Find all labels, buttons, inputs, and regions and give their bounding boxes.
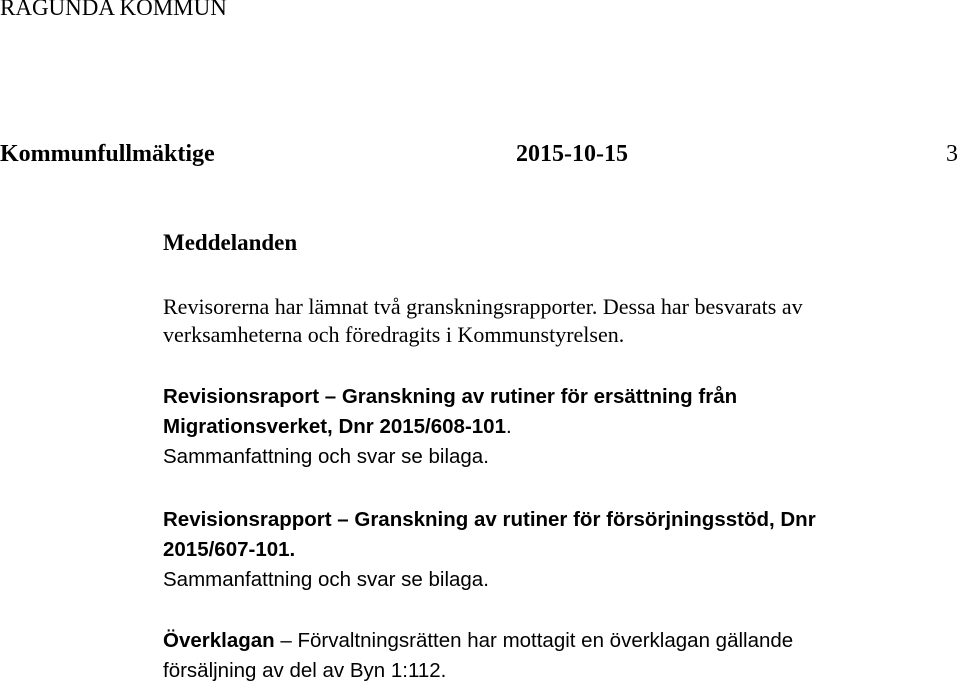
report-title-line-wrap [163, 412, 737, 442]
section-heading: Meddelanden [163, 230, 298, 255]
appeal-item [163, 626, 793, 686]
report-title-line: Revisionsrapport – Granskning av rutiner för försörjningsstöd, Dnr [163, 508, 816, 531]
appeal-text: – Förvaltningsrätten har mottagit en överklagan gällande [274, 629, 794, 652]
page-number: 3 [946, 141, 958, 167]
appeal-line-wrap [163, 626, 793, 656]
report-item-forsorjningsstod [163, 505, 816, 595]
report-title-period: . [505, 415, 512, 438]
report-title-line: 2015/607-101. [163, 538, 296, 561]
report-summary: Sammanfattning och svar se bilaga. [163, 445, 489, 468]
intro-paragraph [163, 293, 803, 349]
meeting-body-title: Kommunfullmäktige [0, 141, 215, 167]
meeting-date: 2015-10-15 [516, 141, 628, 167]
report-item-migration [163, 382, 737, 472]
intro-line: Revisorerna har lämnat två granskningsrapporter. Dessa har besvarats av [163, 294, 803, 319]
report-title-line: Revisionsraport – Granskning av rutiner för ersättning från [163, 385, 738, 408]
report-title-line: Migrationsverket, Dnr 2015/608-101 [163, 415, 506, 438]
organization-name: RAGUNDA KOMMUN [0, 0, 227, 20]
intro-line: verksamheterna och föredragits i Kommunstyrelsen. [163, 322, 625, 347]
report-summary: Sammanfattning och svar se bilaga. [163, 568, 489, 591]
appeal-text: försäljning av del av Byn 1:112. [163, 659, 447, 682]
appeal-label: Överklagan [163, 629, 275, 652]
